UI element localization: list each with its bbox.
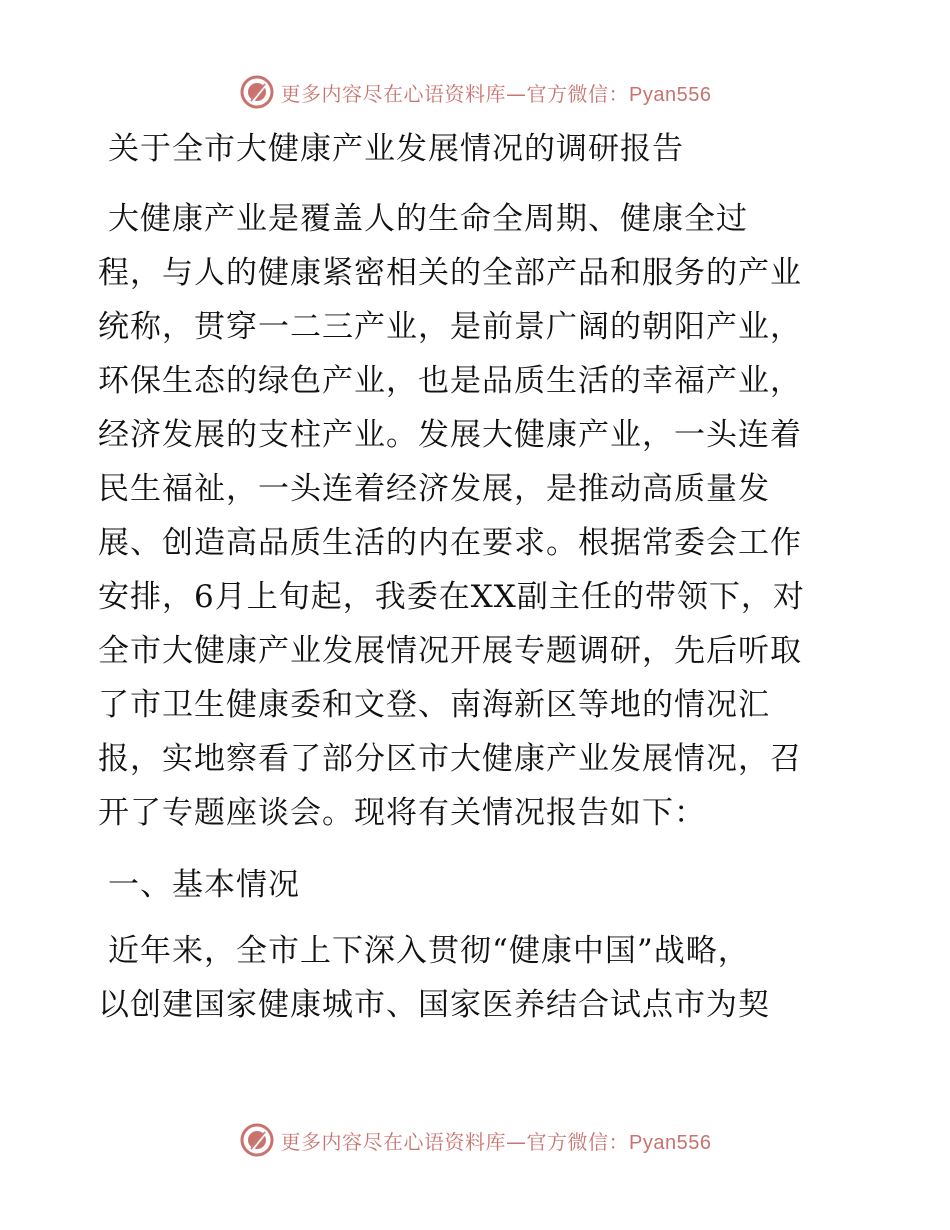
paragraph-line: 程，与人的健康紧密相关的全部产品和服务的产业 [98, 255, 802, 291]
document-title: 关于全市大健康产业发展情况的调研报告 [108, 131, 684, 167]
document-body [98, 120, 858, 1032]
watermark-header [0, 72, 950, 112]
paragraph-line: 开了专题座谈会。现将有关情况报告如下： [98, 795, 706, 831]
watermark-handle: Pyan556 [629, 1131, 712, 1154]
watermark-text: 更多内容尽在心语资料库—官方微信：Pyan556 [280, 1129, 712, 1154]
paragraph-line: 经济发展的支柱产业。发展大健康产业，一头连着 [98, 417, 802, 453]
paragraph-line: 报，实地察看了部分区市大健康产业发展情况，召 [98, 741, 802, 777]
watermark-handle: Pyan556 [629, 83, 712, 106]
paragraph-line: 安排，6月上旬起，我委在XX副主任的带领下，对 [98, 579, 805, 615]
paragraph-line: 民生福祉，一头连着经济发展，是推动高质量发 [98, 471, 770, 507]
paragraph-intro [98, 192, 858, 840]
paragraph-line: 展、创造高品质生活的内在要求。根据常委会工作 [98, 525, 802, 561]
paragraph-line: 大健康产业是覆盖人的生命全周期、健康全过 [108, 201, 748, 237]
paragraph-line: 了市卫生健康委和文登、南海新区等地的情况汇 [98, 687, 770, 723]
paragraph-line: 以创建国家健康城市、国家医养结合试点市为契 [98, 987, 770, 1023]
paragraph-line: 统称，贯穿一二三产业，是前景广阔的朝阳产业， [98, 309, 802, 345]
watermark-text: 更多内容尽在心语资料库—官方微信：Pyan556 [280, 81, 712, 106]
watermark-footer [0, 1120, 950, 1160]
paragraph-line: 近年来，全市上下深入贯彻“健康中国”战略， [108, 933, 750, 969]
quill-seal-icon [239, 1122, 275, 1158]
paragraph-line: 环保生态的绿色产业，也是品质生活的幸福产业， [98, 363, 802, 399]
paragraph-line: 全市大健康产业发展情况开展专题调研，先后听取 [98, 633, 802, 669]
paragraph-basic-situation [98, 924, 858, 1032]
quill-seal-icon [239, 74, 275, 110]
section-heading: 一、基本情况 [108, 867, 300, 903]
